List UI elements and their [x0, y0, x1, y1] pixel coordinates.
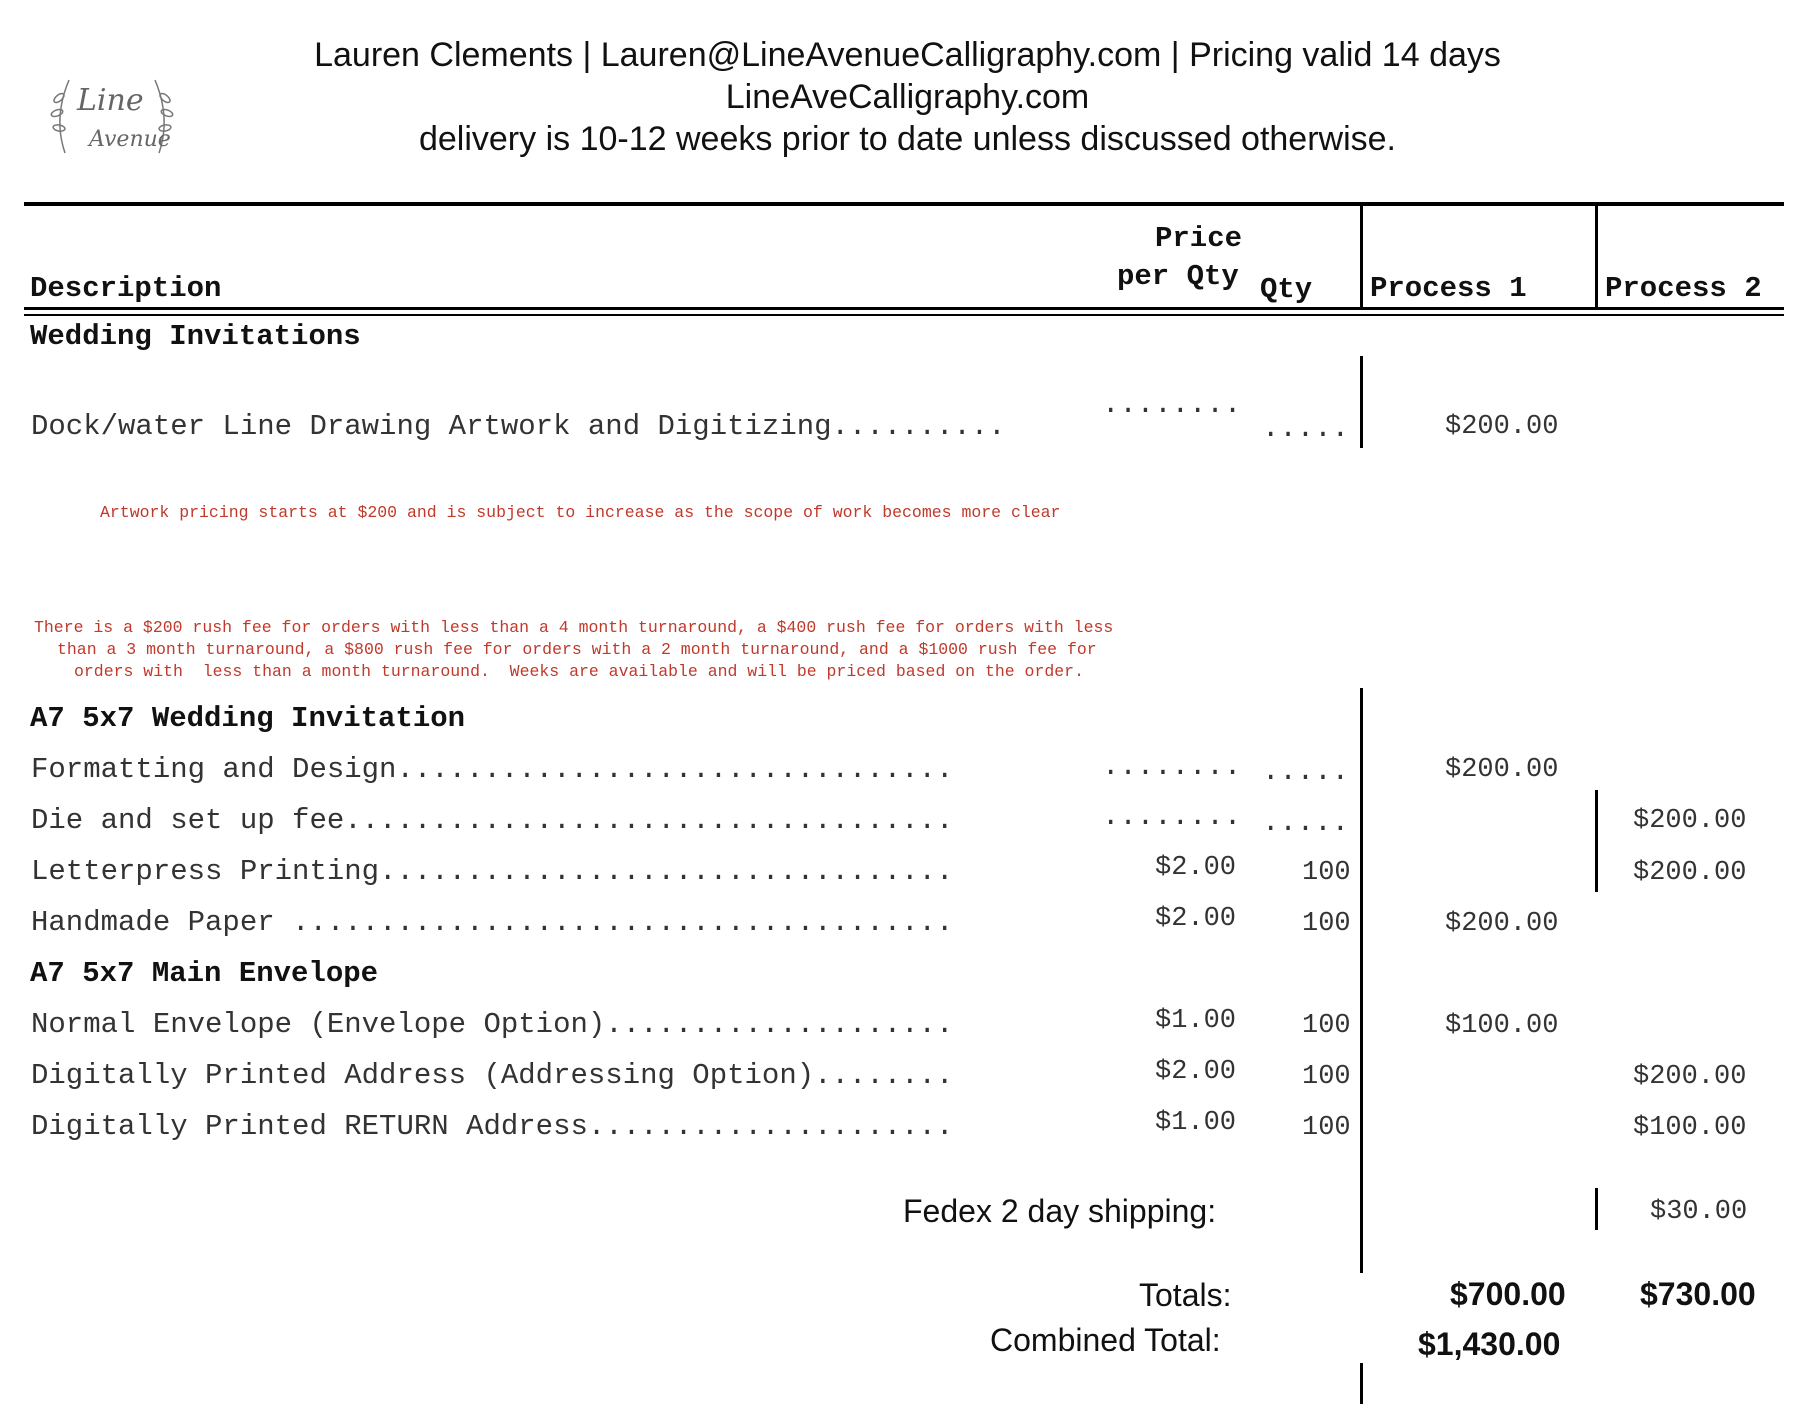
invitation-row-qty: ..... [1262, 755, 1350, 788]
invitation-row-qty: 100 [1302, 858, 1351, 888]
artwork-label: Dock/water Line Drawing Artwork and Digitizing.......... [31, 410, 1006, 443]
svg-text:Avenue: Avenue [88, 127, 171, 152]
invitation-row-price: $2.00 [1155, 904, 1237, 934]
totals-process2: $730.00 [1640, 1276, 1756, 1312]
col-description: Description [30, 272, 222, 305]
invitation-row-process2: $200.00 [1633, 806, 1747, 836]
section-a7-envelope: A7 5x7 Main Envelope [30, 957, 379, 990]
section-wedding-invitations: Wedding Invitations [30, 320, 361, 353]
col-price-line1: Price [1155, 222, 1243, 255]
envelope-row-label: Digitally Printed RETURN Address..................... [31, 1110, 954, 1143]
col-price-line2: per Qty [1117, 260, 1239, 293]
header-contact-line: Lauren Clements | Lauren@LineAvenueCalligraphy.com | Pricing valid 14 days [314, 36, 1501, 74]
envelope-row-label: Normal Envelope (Envelope Option).................... [31, 1008, 954, 1041]
table-top-rule [24, 202, 1784, 206]
artwork-price: ........ [1102, 388, 1242, 421]
line-avenue-logo [38, 40, 171, 152]
envelope-row-qty: 100 [1302, 1062, 1351, 1092]
envelope-row-qty: 100 [1302, 1011, 1351, 1041]
section-a7-invitation: A7 5x7 Wedding Invitation [30, 702, 466, 735]
combined-total-label: Combined Total: [990, 1322, 1221, 1358]
invitation-row-qty: 100 [1302, 909, 1351, 939]
artwork-qty: ..... [1262, 412, 1350, 445]
invitation-row-price: ........ [1102, 750, 1242, 783]
process1-divider-bottom [1360, 1363, 1363, 1404]
invitation-row-price: $2.00 [1155, 853, 1237, 883]
artwork-pricing-note: Artwork pricing starts at $200 and is subject to increase as the scope of work becomes more clear [100, 503, 1061, 522]
invitation-row-process2: $200.00 [1633, 858, 1747, 888]
header-delivery-note: delivery is 10-12 weeks prior to date unless discussed otherwise. [418, 120, 1397, 158]
rush-fee-note-line2: than a 3 month turnaround, a $800 rush fee for orders with a 2 month turnaround, and a $1000 rush fee for [57, 640, 1097, 659]
invitation-row-label: Die and set up fee................................... [31, 804, 954, 837]
artwork-process1: $200.00 [1445, 412, 1559, 442]
header-bottom-rule-2 [24, 314, 1784, 316]
process1-divider-artwork [1360, 356, 1363, 448]
totals-label: Totals: [1139, 1277, 1232, 1313]
rush-fee-note-line1: There is a $200 rush fee for orders with less than a 4 month turnaround, a $400 rush fee for orders with less [34, 618, 1114, 637]
shipping-label: Fedex 2 day shipping: [903, 1193, 1217, 1229]
envelope-row-price: $1.00 [1155, 1006, 1237, 1036]
envelope-row-price: $1.00 [1155, 1108, 1237, 1138]
envelope-row-process2: $200.00 [1633, 1062, 1747, 1092]
rush-fee-note-line3: orders with less than a month turnaround. Weeks are available and will be priced based on the order. [74, 662, 1084, 681]
invitation-row-label: Letterpress Printing................................. [31, 855, 954, 888]
process2-divider-shipping [1595, 1188, 1598, 1230]
process1-divider-main [1360, 688, 1363, 1273]
envelope-row-process1: $100.00 [1445, 1011, 1559, 1041]
col-process1: Process 1 [1370, 272, 1527, 305]
combined-total-value: $1,430.00 [1418, 1326, 1561, 1362]
process2-divider-die [1595, 790, 1598, 892]
envelope-row-label: Digitally Printed Address (Addressing Option)........ [31, 1059, 954, 1092]
process2-divider-header [1595, 204, 1598, 309]
envelope-row-price: $2.00 [1155, 1057, 1237, 1087]
invitation-row-label: Handmade Paper ...................................... [31, 906, 954, 939]
header-bottom-rule-1 [24, 307, 1784, 310]
shipping-process2: $30.00 [1650, 1197, 1748, 1227]
invitation-row-price: ........ [1102, 800, 1242, 833]
envelope-row-process2: $100.00 [1633, 1113, 1747, 1143]
col-qty: Qty [1260, 273, 1313, 306]
invitation-row-qty: ..... [1262, 806, 1350, 839]
process1-divider-header [1360, 204, 1363, 309]
header-website: LineAveCalligraphy.com [725, 78, 1090, 116]
invitation-row-label: Formatting and Design................................ [31, 753, 954, 786]
svg-text:Line: Line [76, 83, 144, 118]
col-process2: Process 2 [1605, 272, 1762, 305]
totals-process1: $700.00 [1450, 1276, 1566, 1312]
invitation-row-process1: $200.00 [1445, 755, 1559, 785]
envelope-row-qty: 100 [1302, 1113, 1351, 1143]
invitation-row-process1: $200.00 [1445, 909, 1559, 939]
